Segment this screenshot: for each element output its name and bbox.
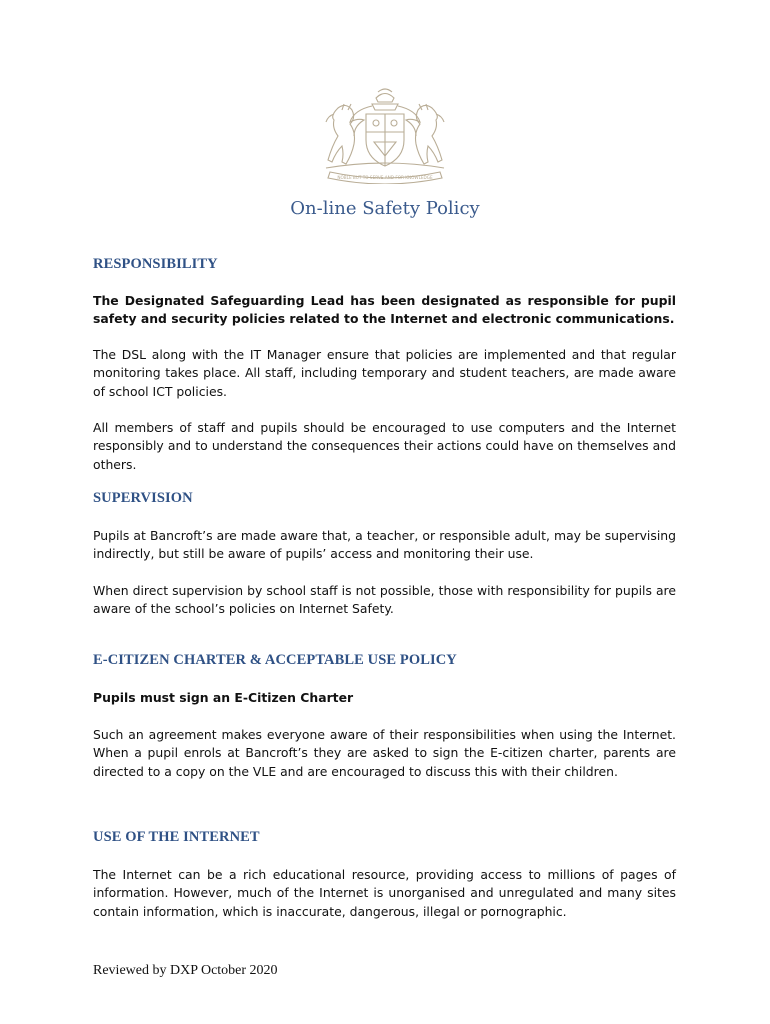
responsibility-paragraph-2: All members of staff and pupils should be encouraged to use computers and the Internet responsibly and to understand the consequences their actions could have on themselves and others. xyxy=(93,420,676,472)
section-heading-internet: USE OF THE INTERNET xyxy=(93,829,260,845)
crest-motto: NOBLE BUT TO SERVE AND FOR KNOWLEDGE xyxy=(337,175,433,180)
echarter-paragraph-1: Such an agreement makes everyone aware of their responsibilities when using the Internet. When a pupil enrols at Bancroft’s they are asked to sign the E-citizen charter, parents are directed to a copy on the VLE and are encouraged to discuss this with their children. xyxy=(93,727,676,779)
section-heading-echarter: E-CITIZEN CHARTER & ACCEPTABLE USE POLICY xyxy=(93,652,457,668)
page-title: On-line Safety Policy xyxy=(290,198,480,219)
internet-paragraph-1: The Internet can be a rich educational resource, providing access to millions of pages of information. However, much of the Internet is unorganised and unregulated and many sites contain information, which is inaccurate, dangerous, illegal or pornographic. xyxy=(93,867,676,919)
echarter-subheading: Pupils must sign an E-Citizen Charter xyxy=(93,690,354,705)
school-crest-logo xyxy=(316,88,454,184)
section-heading-responsibility: RESPONSIBILITY xyxy=(93,256,218,272)
responsibility-lead-paragraph: The Designated Safeguarding Lead has been designated as responsible for pupil safety and security policies related to the Internet and electronic communications. xyxy=(93,293,676,327)
review-footer: Reviewed by DXP October 2020 xyxy=(93,963,278,978)
section-heading-supervision: SUPERVISION xyxy=(93,490,193,506)
responsibility-paragraph-1: The DSL along with the IT Manager ensure that policies are implemented and that regular monitoring takes place. All staff, including temporary and student teachers, are made aware of school ICT policies. xyxy=(93,347,676,399)
supervision-paragraph-1: Pupils at Bancroft’s are made aware that, a teacher, or responsible adult, may be supervising indirectly, but still be aware of pupils’ access and monitoring their use. xyxy=(93,528,676,562)
supervision-paragraph-2: When direct supervision by school staff is not possible, those with responsibility for pupils are aware of the school’s policies on Internet Safety. xyxy=(93,583,676,617)
